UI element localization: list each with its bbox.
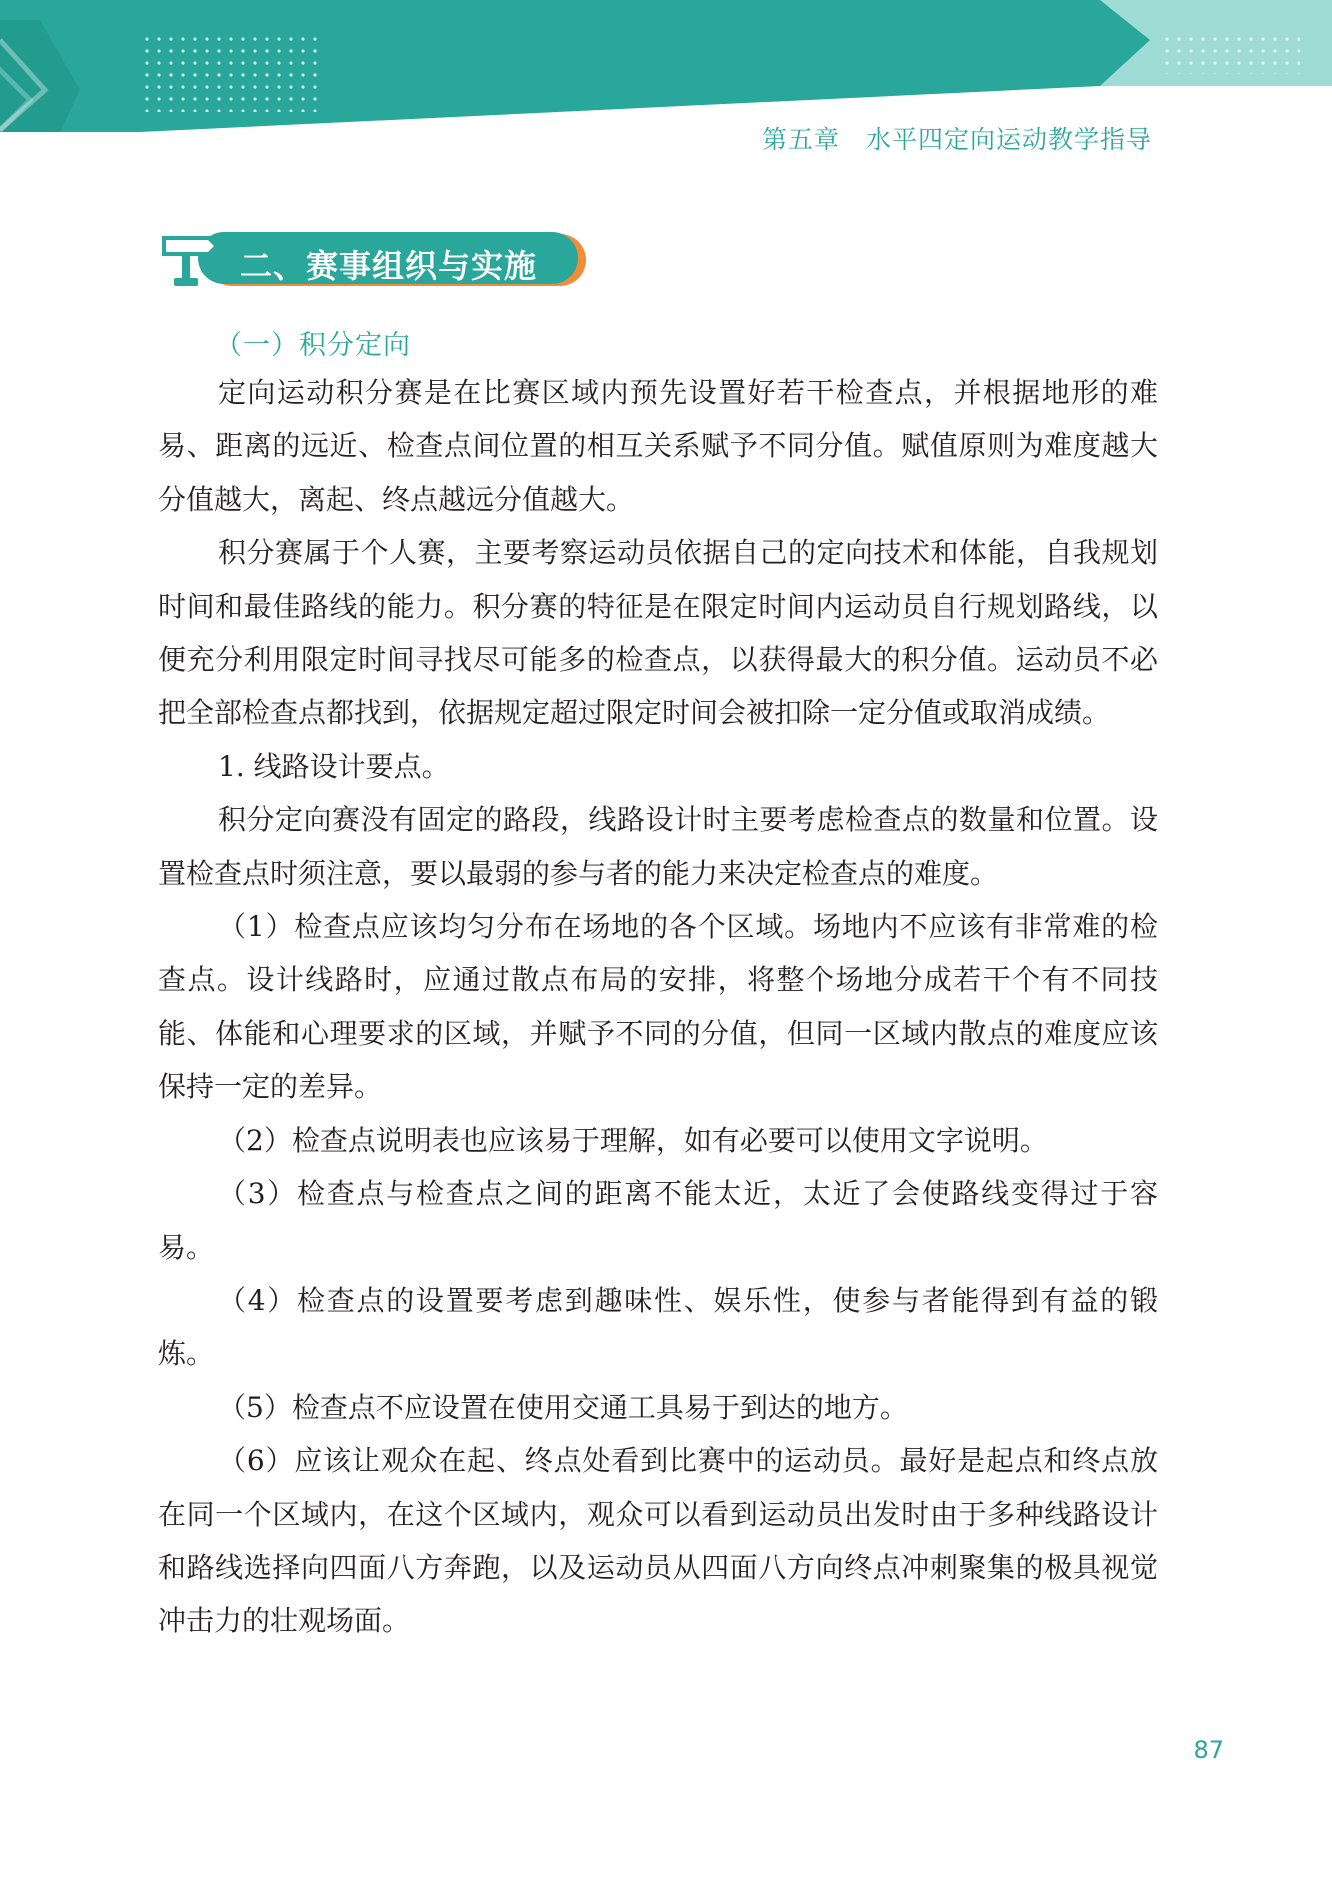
header-banner <box>0 0 1332 140</box>
body-text <box>158 366 1158 1648</box>
chapter-title: 第五章 水平四定向运动教学指导 <box>761 125 1152 154</box>
paragraph: （4）检查点的设置要考虑到趣味性、娱乐性，使参与者能得到有益的锻炼。 <box>158 1283 1158 1371</box>
paragraph: （2）检查点说明表也应该易于理解，如有必要可以使用文字说明。 <box>218 1123 1048 1157</box>
paragraph: 积分赛属于个人赛，主要考察运动员依据自己的定向技术和体能，自我规划时间和最佳路线的能力。积分赛的特征是在限定时间内运动员自行规划路线，以便充分利用限定时间寻找尽可能多的检查点，以获得最大的积分值。运动员不必把全部检查点都找到，依据规定超过限定时间会被扣除一定分值或取消成绩。 <box>158 536 1158 730</box>
paragraph: （3）检查点与检查点之间的距离不能太近，太近了会使路线变得过于容易。 <box>158 1177 1158 1264</box>
paragraph: （1）检查点应该均匀分布在场地的各个区域。场地内不应该有非常难的检查点。设计线路时，应通过散点布局的安排，将整个场地分成若干个有不同技能、体能和心理要求的区域，并赋予不同的分值，但同一区域内散点的难度应该保持一定的差异。 <box>158 910 1158 1104</box>
paragraph: （6）应该让观众在起、终点处看到比赛中的运动员。最好是起点和终点放在同一个区域内，在这个区域内，观众可以看到运动员出发时由于多种线路设计和路线选择向四面八方奔跑，以及运动员从四面八方向终点冲刺聚集的极具视觉冲击力的壮观场面。 <box>158 1444 1158 1638</box>
section-heading <box>158 228 598 290</box>
paragraph: 积分定向赛没有固定的路段，线路设计时主要考虑检查点的数量和位置。设置检查点时须注意，要以最弱的参与者的能力来决定检查点的难度。 <box>158 803 1158 890</box>
paragraph: （5）检查点不应设置在使用交通工具易于到达的地方。 <box>218 1390 908 1424</box>
page-number: 87 <box>1193 1736 1224 1764</box>
section-title: 二、赛事组织与实施 <box>240 247 538 285</box>
subsection-title: （一）积分定向 <box>215 330 411 361</box>
signpost-icon <box>158 228 228 290</box>
paragraph: 1. 线路设计要点。 <box>218 749 450 783</box>
paragraph: 定向运动积分赛是在比赛区域内预先设置好若干检查点，并根据地形的难易、距离的远近、检查点间位置的相互关系赋予不同分值。赋值原则为难度越大分值越大，离起、终点越远分值越大。 <box>158 376 1158 516</box>
